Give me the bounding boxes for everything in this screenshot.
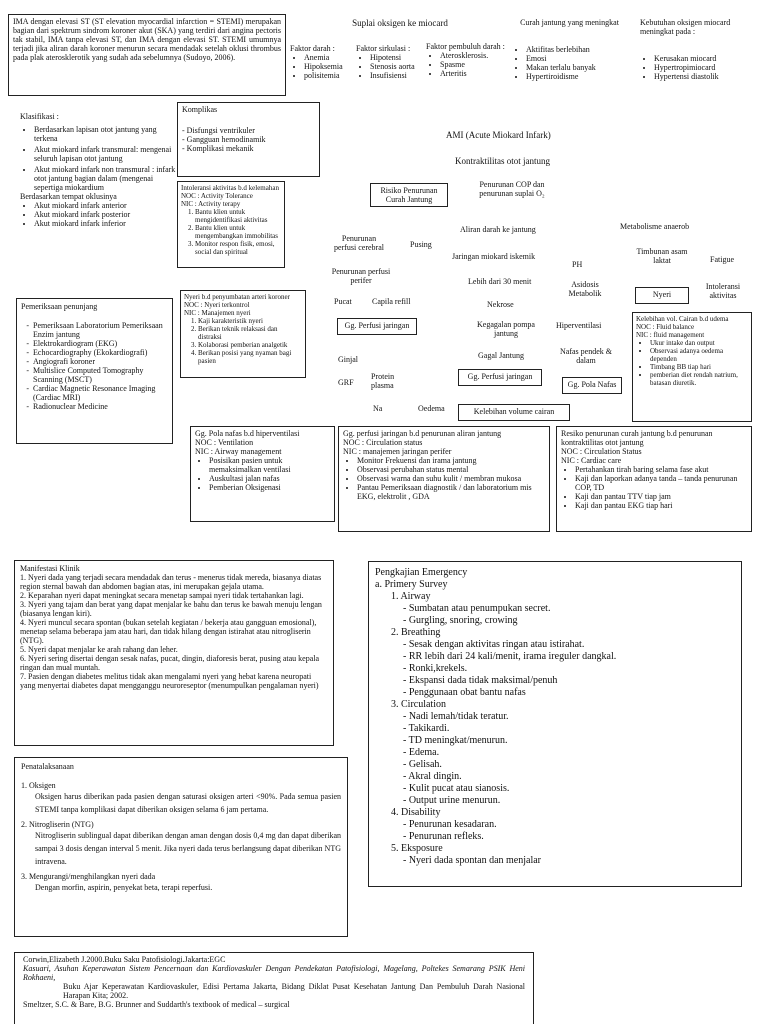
list-item: • Akut miokard infark posterior xyxy=(34,210,180,219)
komplikasi-item: - Komplikasi mekanik xyxy=(182,144,254,153)
list-item: • Emosi xyxy=(526,54,627,63)
curah-nic: NIC : Cardiac care xyxy=(561,456,622,465)
list-item: - Penurunan refleks. xyxy=(403,831,484,842)
list-item: • Arteritis xyxy=(440,69,506,78)
intoleransi-box xyxy=(177,181,285,268)
list-item: • Kaji dan laporkan adanya tanda – tanda penurunan COP, TD xyxy=(575,474,747,492)
kebutuhan-title: Kebutuhan oksigen miocard meningkat pada : xyxy=(640,18,731,36)
perfusi-nic: NIC : manajemen jaringan perifer xyxy=(343,447,452,456)
list-item: • Observasi warna dan suhu kulit / membran mukosa xyxy=(357,474,545,483)
references-box xyxy=(14,952,534,1024)
flow-intoleransi: Intoleransi aktivitas xyxy=(705,282,741,300)
list-item: - Multislice Computed Tomography Scanning (MSCT) xyxy=(33,366,168,384)
curah-title: Curah jantung yang meningkat xyxy=(520,18,619,27)
list-item: • Monitor Frekuensi dan irama jantung xyxy=(357,456,545,465)
flow-gg-perifer-text: Gg. Perfusi jaringan xyxy=(344,321,410,330)
flow-perfusi-cerebral: Penurunan perfusi cerebral xyxy=(334,234,384,252)
faktor-pembuluh-title: Faktor pembuluh darah : xyxy=(426,42,505,51)
list-item: • Posisikan pasien untuk memaksimalkan ventilasi xyxy=(209,456,330,474)
emergency-sections xyxy=(375,591,735,867)
list-item: • Pantau Pemeriksaan diagnostik / dan laboratorium mis EKG, elektrolit , GDA xyxy=(357,483,545,501)
faktor-sirkulasi-title: Faktor sirkulasi : xyxy=(356,44,411,53)
flow-aliran: Aliran darah ke jantung xyxy=(460,225,536,234)
flow-oedema: Oedema xyxy=(418,404,445,413)
flow-hiperventilasi: Hiperventilasi xyxy=(556,321,602,330)
cairan-nic: NIC : fluid management xyxy=(636,331,705,339)
list-item: • Stenosis aorta xyxy=(370,62,422,71)
list-item: - Pemeriksaan Laboratorium Pemeriksaan Enzim jantung xyxy=(33,321,168,339)
flow-kelebihan-text: Kelebihan volume cairan xyxy=(473,407,555,416)
curah-meningkat xyxy=(512,18,627,81)
list-item: - Cardiac Magnetic Resonance Imaging (Cardiac MRI) xyxy=(33,384,168,402)
list-item: 4. Berikan posisi yang nyaman bagi pasien xyxy=(198,349,302,365)
emergency-head: 5. Eksposure xyxy=(391,843,443,854)
faktor-darah-list xyxy=(290,53,352,80)
list-item: • pemberian diet rendah natrium, batasan diuretik. xyxy=(650,371,748,387)
list-item: • Auskultasi jalan nafas xyxy=(209,474,330,483)
nyeri-nic: NIC : Manajemen nyeri xyxy=(184,309,251,317)
ima-definition-text: IMA dengan elevasi ST (ST elevation myocardial infarction = STEMI) merupakan bagian dari spektrum sindrom koroner akut (SKA) yang terdiri dari angina pectoris tak stabil, IMA tanpa elevasi ST, dan IMA dengan elevasi ST. STEMI umumnya terjadi jika aliran darah koroner menurun secara mendadak setelah oklusi thrombus pada plak aterosklerotik yang sudah ada sebelumnya (Sudoyo, 2006). xyxy=(13,17,281,62)
penatalaksanaan-box xyxy=(14,757,348,937)
flow-nekrose: Nekrose xyxy=(487,300,514,309)
perfusi-list xyxy=(343,456,545,501)
list-item: • Spasme xyxy=(440,60,506,69)
manifestasi-item: 1. Nyeri dada yang terjadi secara mendadak dan terus - menerus tidak mereda, biasanya diatas region sternal bawah dan abdomen bagian atas, ini merupakan gejala utama. xyxy=(20,573,322,591)
list-item: 1. Bantu klien untuk mengidentifikasi aktivitas xyxy=(195,208,281,224)
list-item: 2. Berikan teknik relaksasi dan distraksi xyxy=(198,325,302,341)
flow-pucat: Pucat xyxy=(334,297,352,306)
pola-nic: NIC : Airway management xyxy=(195,447,282,456)
pola-box-title: Gg. Pola nafas b.d hiperventilasi xyxy=(195,429,300,438)
list-item: - TD meningkat/menurun. xyxy=(403,735,508,746)
list-item: - Elektrokardiogram (EKG) xyxy=(33,339,168,348)
list-item: - Angiografi koroner xyxy=(33,357,168,366)
list-item: - Nyeri dada spontan dan menjalar xyxy=(403,855,542,866)
manifestasi-item: 2. Keparahan nyeri dapat meningkat secara menetap sampai nyeri tidak tertahankan lagi. xyxy=(20,591,304,600)
flow-protein: Protein plasma xyxy=(371,372,395,390)
emergency-items xyxy=(391,819,735,843)
komplikasi-item: - Gangguan hemodinamik xyxy=(182,135,266,144)
penunjang-box xyxy=(16,298,173,444)
flow-ph: PH xyxy=(572,260,583,269)
emergency-primary: a. Primery Survey xyxy=(375,579,448,590)
pola-noc: NOC : Ventilation xyxy=(195,438,254,447)
flow-nafas-pendek: Nafas pendek & dalam xyxy=(560,347,612,365)
list-item: - Edema. xyxy=(403,747,440,758)
faktor-sirkulasi-list xyxy=(356,53,422,80)
list-item: • Berdasarkan lapisan otot jantung yang terkena xyxy=(34,125,180,143)
list-item: • Pertahankan tirah baring selama fase akut xyxy=(575,465,747,474)
perfusi-box-title: Gg. perfusi jaringan b.d penurunan aliran jantung xyxy=(343,429,502,438)
list-item: - Echocardiography (Ekokardiografi) xyxy=(33,348,168,357)
flow-kontraktilitas: Kontraktilitas otot jantung xyxy=(455,156,550,166)
emergency-head: 2. Breathing xyxy=(391,627,441,638)
lokasi-title: Berdasarkan tempat oklusinya xyxy=(20,192,117,201)
pola-list xyxy=(195,456,330,492)
list-item: - Sumbatan atau penumpukan secret. xyxy=(403,603,551,614)
manifestasi-title: Manifestasi Klinik xyxy=(20,564,80,573)
list-item: • Makan terlalu banyak xyxy=(526,63,627,72)
curah-list xyxy=(561,465,747,510)
list-item: • Pemberian Oksigenasi xyxy=(209,483,330,492)
flow-grf: GRF xyxy=(338,378,354,387)
list-item: • Observasi perubahan status mental xyxy=(357,465,545,474)
faktor-darah-title: Faktor darah : xyxy=(290,44,335,53)
kebutuhan-list xyxy=(640,54,762,81)
flow-gg-perifer xyxy=(337,318,417,335)
lokasi-list xyxy=(20,201,180,228)
list-item: - Nadi lemah/tidak teratur. xyxy=(403,711,509,722)
list-item: • Hypertropimiocard xyxy=(654,63,762,72)
emergency-head: 4. Disability xyxy=(391,807,441,818)
nyeri-box-title: Nyeri b.d penyumbatan arteri koroner xyxy=(184,293,290,301)
penatalaksanaan-title: Penatalaksanaan xyxy=(21,762,74,771)
nyeri-box xyxy=(180,290,306,378)
flow-kegagalan: Kegagalan pompa jantung xyxy=(477,320,535,338)
komplikasi-item: - Disfungsi ventrikuler xyxy=(182,126,255,135)
list-item: - Penggunaan obat bantu nafas xyxy=(403,687,526,698)
flow-kelebihan xyxy=(458,404,570,421)
faktor-pembuluh-list xyxy=(426,51,506,78)
nyeri-noc: NOC : Nyeri terkontrol xyxy=(184,301,250,309)
list-item: • Hypertiroidisme xyxy=(526,72,627,81)
flow-na: Na xyxy=(373,404,383,413)
klasifikasi xyxy=(20,112,180,228)
emergency-items xyxy=(391,639,735,699)
reference-item: Buku Ajar Keperawatan Kardiovaskuler, Edisi Pertama Jakarta, Bidang Diklat Pusat Kesehatan Jantung Dan Pembuluh Darah Nasional Harapan Kita; 2002. xyxy=(63,982,525,1000)
list-item: • Anemia xyxy=(304,53,352,62)
cairan-box-title: Kelebihan vol. Cairan b.d udema xyxy=(636,315,729,323)
intoleransi-box-title: Intoleransi aktivitas b.d kelemahan xyxy=(181,184,279,192)
nyeri-list xyxy=(184,317,302,365)
flow-risiko-text: Risiko Penurunan Curah Jantung xyxy=(380,186,438,204)
list-item: • Aterosklerosis. xyxy=(440,51,506,60)
flow-nyeri-text: Nyeri xyxy=(652,290,672,299)
list-item: • Kerusakan miocard xyxy=(654,54,762,63)
intoleransi-nic: NIC : Activity terapy xyxy=(181,200,241,208)
penatalaksanaan-head: 3. Mengurangi/menghilangkan nyeri dada xyxy=(21,872,156,881)
flow-risiko xyxy=(370,183,448,207)
list-item: • Kaji dan pantau EKG tiap hari xyxy=(575,501,747,510)
flow-jaringan: Jaringan miokard iskemik xyxy=(452,252,536,261)
flow-gg-pola xyxy=(562,377,622,394)
reference-item: Kasuari, Asuhan Keperawatan Sistem Pencernaan dan Kardiovaskuler Dengan Pendekatan Patofisiologi, Magelang, Poltekes Semarang PSIK Heni Rokhaeni, xyxy=(23,964,525,982)
emergency-items xyxy=(391,603,735,627)
flow-gagal: Gagal Jantung xyxy=(478,351,524,360)
curah-box xyxy=(556,426,752,532)
emergency-box xyxy=(368,561,742,887)
list-item: • Hypertensi diastolik xyxy=(654,72,762,81)
cairan-box xyxy=(632,312,752,422)
pola-nafas-box xyxy=(190,426,335,522)
penatalaksanaan-head: 1. Oksigen xyxy=(21,781,56,790)
flow-nyeri xyxy=(635,287,689,304)
list-item: • Hipoksemia xyxy=(304,62,352,71)
flow-gg-perfusi2-text: Gg. Perfusi jaringan xyxy=(467,372,533,381)
faktor-darah xyxy=(290,44,352,80)
list-item: • Hipotensi xyxy=(370,53,422,62)
penatalaksanaan-head: 2. Nitrogliserin (NTG) xyxy=(21,820,94,829)
list-item: - Output urine menurun. xyxy=(403,795,501,806)
flow-ginjal: Ginjal xyxy=(338,355,358,364)
curah-box-title: Resiko penurunan curah jantung b.d penurunan kontraktilitas otot jantung xyxy=(561,429,713,447)
komplikasi-box xyxy=(177,102,320,177)
intoleransi-noc: NOC : Activity Tolerance xyxy=(181,192,253,200)
cairan-list xyxy=(636,339,748,387)
manifestasi-box xyxy=(14,560,334,746)
list-item: 3. Monitor respon fisik, emosi, social dan spiritual xyxy=(195,240,281,256)
list-item: • Ukur intake dan output xyxy=(650,339,748,347)
list-item: • Kaji dan pantau TTV tiap jam xyxy=(575,492,747,501)
list-item: - Ronki,krekels. xyxy=(403,663,468,674)
flow-capila: Capila refill xyxy=(372,297,411,306)
list-item: • Observasi adanya oedema dependen xyxy=(650,347,748,363)
emergency-items xyxy=(391,855,735,867)
list-item: 2. Bantu klien untuk mengembangkan immobilitas xyxy=(195,224,281,240)
manifestasi-item: 7. Pasien dengan diabetes melitus tidak akan mengalami nyeri yang hebat karena neuropati yang menyertai diabetes dapat mengganggu neuroreseptor (menumpulkan pengalaman nyeri) xyxy=(20,672,319,690)
list-item: - Gelisah. xyxy=(403,759,442,770)
list-item: - Sesak dengan aktivitas ringan atau istirahat. xyxy=(403,639,585,650)
intoleransi-list xyxy=(181,208,281,256)
list-item: • Insufisiensi xyxy=(370,71,422,80)
emergency-head: 1. Airway xyxy=(391,591,431,602)
faktor-pembuluh xyxy=(426,42,506,78)
flow-metabolisme: Metabolisme anaerob xyxy=(620,222,690,231)
flow-cop: Penurunan COP dan penurunan suplai O₂ xyxy=(479,180,545,198)
list-item: • Akut miokard infark non transmural : infark otot jantung bagian dalam (mengenai sepertiga miokardium xyxy=(34,165,180,192)
list-item: • Akut miokard infark transmural: mengenai seluruh lapisan otot jantung xyxy=(34,145,180,163)
list-item: • Akut miokard infark inferior xyxy=(34,219,180,228)
penunjang-title: Pemeriksaan penunjang xyxy=(21,302,98,311)
ima-definition-box xyxy=(8,14,286,96)
flow-fatigue: Fatigue xyxy=(710,255,734,264)
faktor-sirkulasi xyxy=(356,44,422,80)
flow-timbunan: Timbunan asam laktat xyxy=(636,247,688,265)
cairan-noc: NOC : Fluid balance xyxy=(636,323,695,331)
penatalaksanaan-body: Oksigen harus diberikan pada pasien dengan saturasi oksigen arteri <90%. Pada semua pasien STEMI tanpa komplikasi dapat diberikan oksigen selama 6 jam pertama. xyxy=(35,792,341,814)
flow-lebih30: Lebih dari 30 menit xyxy=(468,277,532,286)
list-item: - Radionuclear Medicine xyxy=(33,402,168,411)
list-item: - Ekspansi dada tidak maksimal/penuh xyxy=(403,675,558,686)
klasifikasi-list xyxy=(20,125,180,192)
komplikasi-title: Komplikas xyxy=(182,105,218,114)
flow-pusing: Pusing xyxy=(410,240,432,249)
reference-item: Smeltzer, S.C. & Bare, B.G. Brunner and Suddarth's textbook of medical – surgical xyxy=(23,1000,290,1009)
list-item: - Takikardi. xyxy=(403,723,450,734)
list-item: - RR lebih dari 24 kali/menit, irama ireguler dangkal. xyxy=(403,651,617,662)
kebutuhan-oksigen xyxy=(640,18,762,81)
list-item: - Gurgling, snoring, crowing xyxy=(403,615,518,626)
manifestasi-item: 4. Nyeri muncul secara spontan (bukan setelah kegiatan / bekerja atau gangguan emosional), menetap selama beberapa jam atau hari, dan tidak hilang dengan istirahat atau nitrogliserin (NTG). xyxy=(20,618,317,645)
penunjang-list xyxy=(21,321,168,411)
klasifikasi-title: Klasifikasi : xyxy=(20,112,59,121)
list-item: • Aktifitas berlebihan xyxy=(526,45,627,54)
list-item: - Penurunan kesadaran. xyxy=(403,819,497,830)
penatalaksanaan-body: Nitrogliserin sublingual dapat diberikan dengan aman dengan dosis 0,4 mg dan dapat diberikan sampai 3 dosis dengan interval 5 menit. Jika nyeri dada terus berlangsung dapat diberikan NTG intravena. xyxy=(35,831,341,866)
flow-perifer: Penurunan perfusi perifer xyxy=(331,267,391,285)
penatalaksanaan-body: Dengan morfin, aspirin, penyekat beta, terapi reperfusi. xyxy=(35,883,213,892)
perfusi-box xyxy=(338,426,550,532)
list-item: 3. Kolaborasi pemberian analgetik xyxy=(198,341,302,349)
emergency-items xyxy=(391,711,735,807)
emergency-title: Pengkajian Emergency xyxy=(375,567,468,578)
list-item: - Kulit pucat atau sianosis. xyxy=(403,783,510,794)
reference-item: Corwin,Elizabeth J.2000.Buku Saku Patofisiologi.Jakarta:EGC xyxy=(23,955,226,964)
flow-asidosis: Asidosis Metabolik xyxy=(568,280,602,298)
suplai-title: Suplai oksigen ke miocard xyxy=(352,18,448,28)
list-item: • polisitemia xyxy=(304,71,352,80)
flow-ami: AMI (Acute Miokard Infark) xyxy=(446,130,551,140)
curah-list xyxy=(512,45,627,81)
flow-gg-pola-text: Gg. Pola Nafas xyxy=(567,380,617,389)
curah-noc: NOC : Circulation Status xyxy=(561,447,642,456)
list-item: • Akut miokard infark anterior xyxy=(34,201,180,210)
manifestasi-item: 5. Nyeri dapat menjalar ke arah rahang dan leher. xyxy=(20,645,178,654)
manifestasi-item: 3. Nyeri yang tajam dan berat yang dapat menjalar ke bahu dan terus ke bawah menuju lengan (biasanya lengan kiri). xyxy=(20,600,322,618)
list-item: • Timbang BB tiap hari xyxy=(650,363,748,371)
flow-gg-perfusi2 xyxy=(458,369,542,386)
manifestasi-item: 6. Nyeri sering disertai dengan sesak nafas, pucat, dingin, diaforesis berat, pusing atau kepala ringan dan mual muntah. xyxy=(20,654,320,672)
emergency-head: 3. Circulation xyxy=(391,699,446,710)
list-item: 1. Kaji karakteristik nyeri xyxy=(198,317,302,325)
list-item: - Akral dingin. xyxy=(403,771,462,782)
perfusi-noc: NOC : Circulation status xyxy=(343,438,423,447)
